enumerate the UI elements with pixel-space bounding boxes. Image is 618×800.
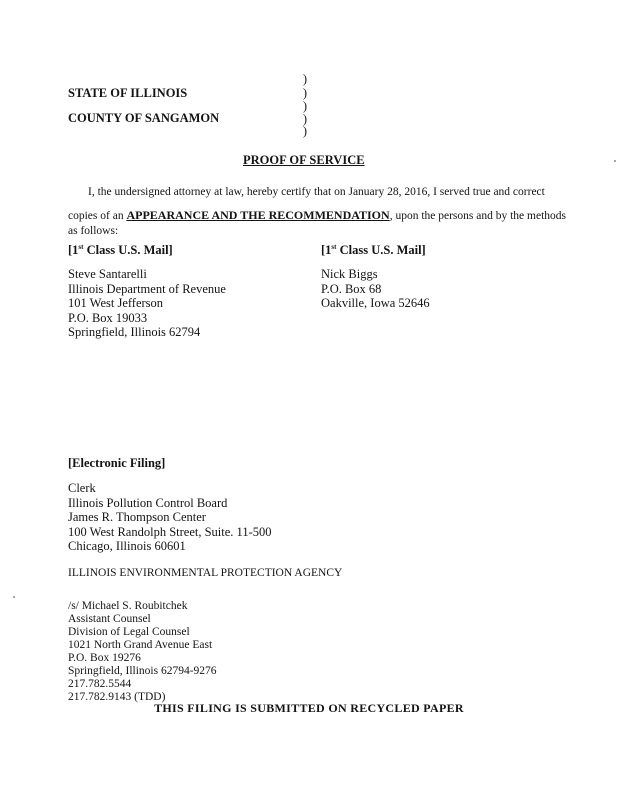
- method-sup: st: [331, 243, 337, 251]
- signature-line: 217.782.5544: [68, 678, 132, 690]
- service-method-electronic: [Electronic Filing]: [68, 456, 166, 470]
- caption-paren: ): [302, 72, 308, 86]
- signature-block: [68, 600, 217, 704]
- address-line: Clerk: [68, 481, 96, 495]
- agency-name: ILLINOIS ENVIRONMENTAL PROTECTION AGENCY: [68, 567, 343, 579]
- scan-speck: [614, 160, 616, 162]
- certification-line-3: as follows:: [68, 225, 119, 237]
- address-line: Chicago, Illinois 60601: [68, 539, 186, 553]
- caption-county: COUNTY OF SANGAMON: [68, 111, 220, 125]
- address-line: Oakville, Iowa 52646: [321, 296, 430, 310]
- address-block-right: [321, 267, 430, 311]
- service-method-left: [68, 243, 173, 258]
- signature-line: /s/ Michael S. Roubitchek: [68, 600, 188, 612]
- recycled-paper-footer: THIS FILING IS SUBMITTED ON RECYCLED PAPER: [154, 701, 464, 715]
- signature-line: P.O. Box 19276: [68, 652, 141, 664]
- method-suffix: Class U.S. Mail]: [336, 243, 426, 258]
- method-sup: st: [78, 243, 84, 251]
- certification-line-2: [68, 208, 566, 223]
- document-served: APPEARANCE AND THE RECOMMENDATION: [126, 208, 390, 222]
- signature-line: 1021 North Grand Avenue East: [68, 639, 213, 651]
- caption-state: STATE OF ILLINOIS: [68, 86, 188, 100]
- address-line: Steve Santarelli: [68, 267, 147, 281]
- signature-line: Springfield, Illinois 62794-9276: [68, 665, 217, 677]
- caption-paren: ): [302, 86, 308, 100]
- method-suffix: Class U.S. Mail]: [83, 243, 173, 258]
- address-line: 100 West Randolph Street, Suite. 11-500: [68, 524, 272, 539]
- address-line: 101 West Jefferson: [68, 296, 164, 310]
- signature-line: Assistant Counsel: [68, 613, 151, 625]
- address-line: Springfield, Illinois 62794: [68, 325, 201, 339]
- signature-line: 217.782.9143 (TDD): [68, 691, 166, 703]
- address-line: Illinois Department of Revenue: [68, 281, 226, 296]
- address-block-electronic: [68, 481, 272, 554]
- scan-speck: [13, 596, 15, 598]
- caption-paren: ): [302, 124, 308, 138]
- method-prefix: [1: [68, 243, 79, 258]
- address-line: James R. Thompson Center: [68, 510, 206, 524]
- certification-text: copies of an: [68, 210, 127, 222]
- service-method-right: [321, 243, 426, 258]
- address-line: Illinois Pollution Control Board: [68, 495, 228, 510]
- address-line: P.O. Box 68: [321, 281, 382, 296]
- caption-paren: ): [302, 99, 308, 113]
- certification-line-1: I, the undersigned attorney at law, hereby certify that on January 28, 2016, I served true and correct: [88, 186, 545, 198]
- signature-line: Division of Legal Counsel: [68, 626, 190, 638]
- address-line: Nick Biggs: [321, 267, 378, 281]
- method-prefix: [1: [321, 243, 332, 258]
- certification-text: , upon the persons and by the methods: [389, 210, 566, 222]
- address-line: P.O. Box 19033: [68, 310, 148, 325]
- address-block-left: [68, 267, 226, 340]
- caption-paren: ): [302, 112, 308, 126]
- document-title: PROOF OF SERVICE: [243, 153, 365, 167]
